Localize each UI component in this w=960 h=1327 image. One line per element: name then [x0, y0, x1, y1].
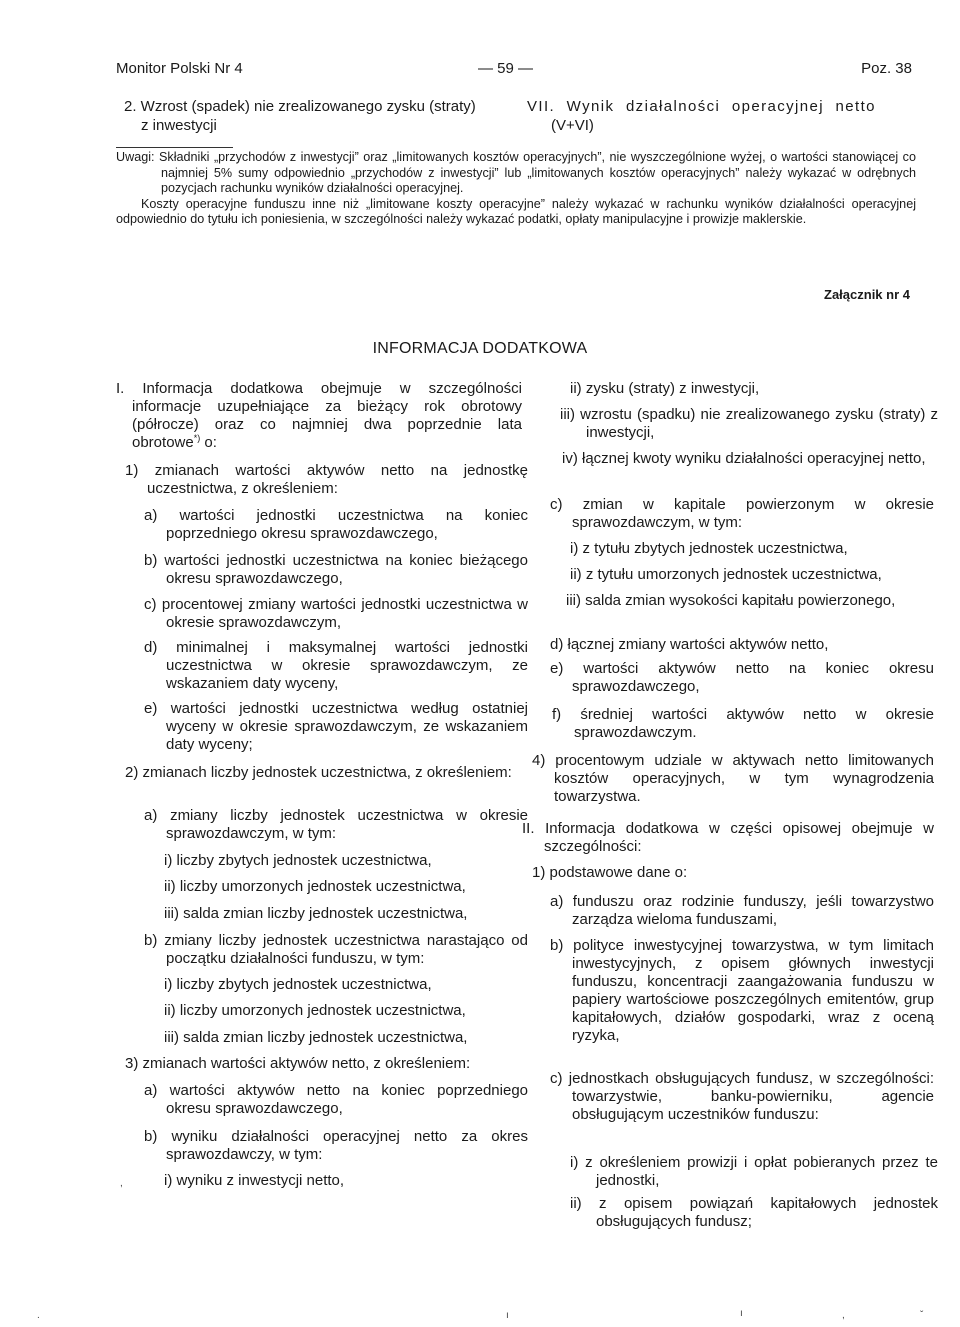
- list-item-II-1c-i: i) z określeniem prowizji i opłat pobieranych przez te jednostki,: [570, 1154, 938, 1189]
- list-item-1b: b) wartości jednostki uczestnictwa na koniec bieżącego okresu sprawozdawczego,: [144, 552, 528, 587]
- left-column: [116, 380, 528, 1200]
- list-item-4: 4) procentowym udziale w aktywach netto limitowanych kosztów operacyjnych, w tym wynagrodzenia towarzystwa.: [532, 752, 934, 805]
- running-header-right: Poz. 38: [861, 60, 912, 77]
- scan-speck: ˇ: [920, 1310, 924, 1321]
- section-I-intro: [116, 380, 522, 452]
- list-item-3b: b) wyniku działalności operacyjnej netto za okres sprawozdawczy, w tym:: [144, 1128, 528, 1163]
- right-column: [522, 380, 938, 1230]
- note-paragraph-1: Uwagi: Składniki „przychodów z inwestycji” oraz „limitowanych kosztów operacyjnych”, nie wyszczególnione wyżej, o wartości stanowiącej co najmniej 5% sumy odpowiednio „przychodów z inwestycji” lub „limitowanych kosztów operacyjnych” należy wykazać w odrębnych pozycjach rachunku wyników działalności operacyjnej.: [116, 150, 916, 196]
- scan-speck: ,: [842, 1310, 845, 1321]
- row-unrealized-gain-line2: z inwestycji: [141, 117, 217, 134]
- section-II-intro: II. Informacja dodatkowa w części opisowej obejmuje w szczególności:: [522, 820, 934, 855]
- list-item-3b-iii: iii) wzrostu (spadku) nie zrealizowanego zysku (straty) z inwestycji,: [560, 406, 938, 441]
- list-item-1a: a) wartości jednostki uczestnictwa na koniec poprzedniego okresu sprawozdawczego,: [144, 507, 528, 542]
- list-item-3b-ii: ii) zysku (straty) z inwestycji,: [570, 380, 760, 397]
- list-item-II-1: 1) podstawowe dane o:: [532, 864, 688, 881]
- list-item-3c: c) zmian w kapitale powierzonym w okresie sprawozdawczym, w tym:: [550, 496, 934, 531]
- section-I-text: I. Informacja dodatkowa obejmuje w szczególności informacje uzupełniające za bieżący rok obrotowy (półrocze) oraz co najmniej dwa poprzednie lata obrotowe: [116, 380, 522, 451]
- row-unrealized-gain-line1: 2. Wzrost (spadek) nie zrealizowanego zysku (straty): [124, 98, 476, 115]
- list-item-3c-i: i) z tytułu zbytych jednostek uczestnictwa,: [570, 540, 848, 557]
- list-item-2b-iii: iii) salda zmian liczby jednostek uczestnictwa,: [164, 1029, 468, 1046]
- list-item-1e: e) wartości jednostki uczestnictwa według ostatniej wyceny w okresie sprawozdawczym, ze wskazaniem daty wyceny;: [144, 700, 528, 753]
- list-item-2b-ii: ii) liczby umorzonych jednostek uczestnictwa,: [164, 1002, 466, 1019]
- list-item-2a-iii: iii) salda zmian liczby jednostek uczestnictwa,: [164, 905, 468, 922]
- list-item-3b-iv: iv) łącznej kwoty wyniku działalności operacyjnej netto,: [562, 450, 926, 467]
- list-item-1c: c) procentowej zmiany wartości jednostki uczestnictwa w okresie sprawozdawczym,: [144, 596, 528, 631]
- scan-speck: ı: [506, 1310, 509, 1321]
- footnote-rule: [116, 147, 233, 148]
- list-item-II-1c: c) jednostkach obsługujących fundusz, w szczególności: towarzystwie, banku-powierniku, agencie obsługującym uczestników funduszu:: [550, 1070, 934, 1123]
- list-item-2b: b) zmiany liczby jednostek uczestnictwa narastająco od początku działalności funduszu, w tym:: [144, 932, 528, 967]
- list-item-1: 1) zmianach wartości aktywów netto na jednostkę uczestnictwa, z określeniem:: [125, 462, 528, 497]
- list-item-3c-ii: ii) z tytułu umorzonych jednostek uczestnictwa,: [570, 566, 882, 583]
- list-item-II-1c-ii: ii) z opisem powiązań kapitałowych jednostek obsługujących fundusz;: [570, 1195, 938, 1230]
- scan-speck: ,: [120, 1178, 123, 1189]
- scan-speck: ı: [740, 1308, 743, 1319]
- footnote-marker: *): [193, 433, 201, 443]
- attachment-label: Załącznik nr 4: [824, 287, 910, 302]
- page-number: — 59 —: [478, 60, 534, 77]
- list-item-2b-i: i) liczby zbytych jednostek uczestnictwa,: [164, 976, 432, 993]
- list-item-3f: f) średniej wartości aktywów netto w okresie sprawozdawczym.: [552, 706, 934, 741]
- row-operating-result-line1: VII. Wynik działalności operacyjnej netto: [527, 98, 876, 115]
- list-item-II-1b: b) polityce inwestycyjnej towarzystwa, w tym limitach inwestycyjnych, z opisem głównych inwestycji funduszu, koncentracji zaangażowania funduszu w papiery wartościowe poszczególnych emitentów, grup kapitałowych, działów gospodarki, wraz z oceną ryzyka,: [550, 937, 934, 1044]
- list-item-3: 3) zmianach wartości aktywów netto, z określeniem:: [125, 1055, 471, 1072]
- list-item-II-1a: a) funduszu oraz rodzinie funduszy, jeśli towarzystwo zarządza wieloma funduszami,: [550, 893, 934, 928]
- list-item-3b-i: i) wyniku z inwestycji netto,: [164, 1172, 345, 1189]
- list-item-2a-ii: ii) liczby umorzonych jednostek uczestnictwa,: [164, 878, 466, 895]
- scan-speck: .: [37, 1310, 40, 1321]
- note-paragraph-2: Koszty operacyjne funduszu inne niż „limitowane koszty operacyjne” należy wykazać w rachunku wyników działalności operacyjnej odpowiednio do tytułu ich poniesienia, w szczególności należy wykazać podatki, opłaty manipulacyjne i prowizje maklerskie.: [116, 196, 916, 227]
- list-item-2a: a) zmiany liczby jednostek uczestnictwa w okresie sprawozdawczym, w tym:: [144, 807, 528, 842]
- list-item-3d: d) łącznej zmiany wartości aktywów netto,: [550, 636, 829, 653]
- section-title: INFORMACJA DODATKOWA: [372, 340, 588, 357]
- list-item-2: 2) zmianach liczby jednostek uczestnictwa, z określeniem:: [125, 764, 512, 781]
- section-I-tail: o:: [200, 434, 217, 451]
- notes-block: [116, 150, 916, 228]
- running-header-left: Monitor Polski Nr 4: [116, 60, 243, 77]
- row-operating-result-line2: (V+VI): [551, 117, 594, 134]
- list-item-3e: e) wartości aktywów netto na koniec okresu sprawozdawczego,: [550, 660, 934, 695]
- list-item-1d: d) minimalnej i maksymalnej wartości jednostki uczestnictwa w okresie sprawozdawczym, ze wskazaniem daty wyceny,: [144, 639, 528, 692]
- list-item-3a: a) wartości aktywów netto na koniec poprzedniego okresu sprawozdawczego,: [144, 1082, 528, 1117]
- list-item-2a-i: i) liczby zbytych jednostek uczestnictwa,: [164, 852, 432, 869]
- list-item-3c-iii: iii) salda zmian wysokości kapitału powierzonego,: [566, 592, 896, 609]
